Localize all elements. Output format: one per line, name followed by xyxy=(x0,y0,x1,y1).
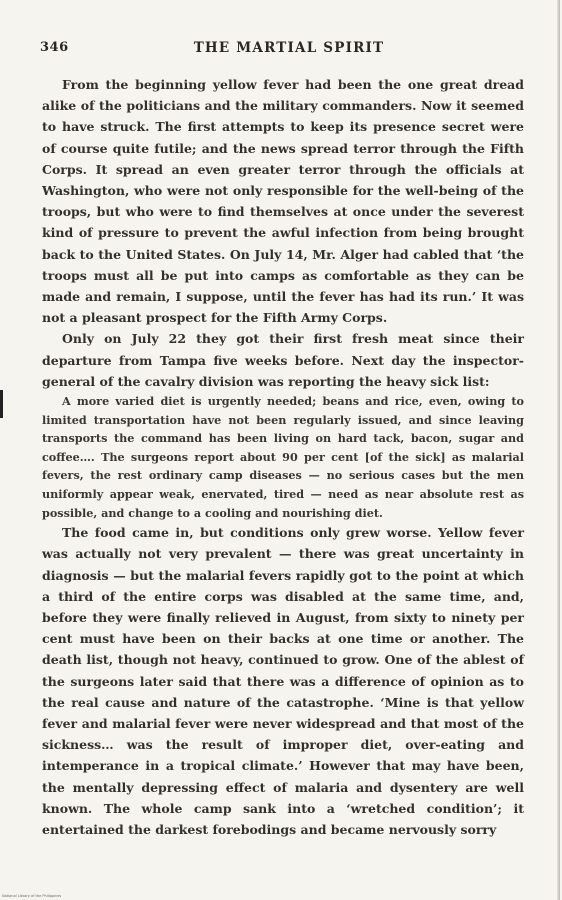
paragraph-1: From the beginning yellow fever had been the one great dread alike of the politicians and the military commanders. Now it seemed to have struck. The first attempts to keep its presence secret were of course quite futile; and the news spread terror through the Fifth Corps. It spread an even greater terror through the officials at Washington, who were not only responsible for the well-being of the troops, but who were to find themselves at once under the severest kind of pressure to prevent the awful infection from being brought back to the United States. On July 14, Mr. Alger had cabled that ‘the troops must all be put into camps as comfortable as they can be made and remain, I suppose, until the fever has had its run.’ It was not a pleasant prospect for the Fifth Army Corps. xyxy=(42,77,524,326)
paragraph-3: The food came in, but conditions only grew worse. Yellow fever was actually not very prevalent — there was great uncertainty in diagnosis — but the malarial fevers rapidly got to the point at which a third of the entire corps was disabled at the same time, and, before they were finally relieved in August, from sixty to ninety per cent must have been on their backs at one time or another. The death list, though not heavy, continued to grow. One of the ablest of the surgeons later said that there was a difference of opinion as to the real cause and nature of the catastrophe. ‘Mine is that yellow fever and malarial fever were never widespread and that most of the sickness… was the result of improper diet, over-eating and intemperance in a tropical climate.’ However that may have been, the mentally depressing effect of malaria and dysentery are well known. The whole camp sank into a ‘wretched condition’; it entertained the darkest forebodings and became nervously sorry xyxy=(42,525,524,838)
page-edge-shadow xyxy=(557,0,560,900)
block-quote: A more varied diet is urgently needed; beans and rice, even, owing to limited transportation have not been regularly issued, and since leaving transports the command has been living on hard tack, bacon, sugar and coffee…. The surgeons report about 90 per cent [of the sick] as malarial fevers, the rest ordinary camp diseases — no serious cases but the men uniformly appear weak, enervated, tired — need as near absolute rest as possible, and change to a cooling and nourishing diet. xyxy=(42,394,524,520)
page-number: 346 xyxy=(40,40,69,55)
paragraph-2: Only on July 22 they got their first fresh meat since their departure from Tampa five weeks before. Next day the inspector-general of the cavalry division was reporting the heavy sick list: xyxy=(42,331,524,389)
running-title: THE MARTIAL SPIRIT xyxy=(193,40,385,56)
page-header xyxy=(40,40,538,60)
body-text xyxy=(42,74,524,840)
footer-note: National Library of the Philippines xyxy=(2,894,62,898)
margin-mark xyxy=(0,390,3,418)
